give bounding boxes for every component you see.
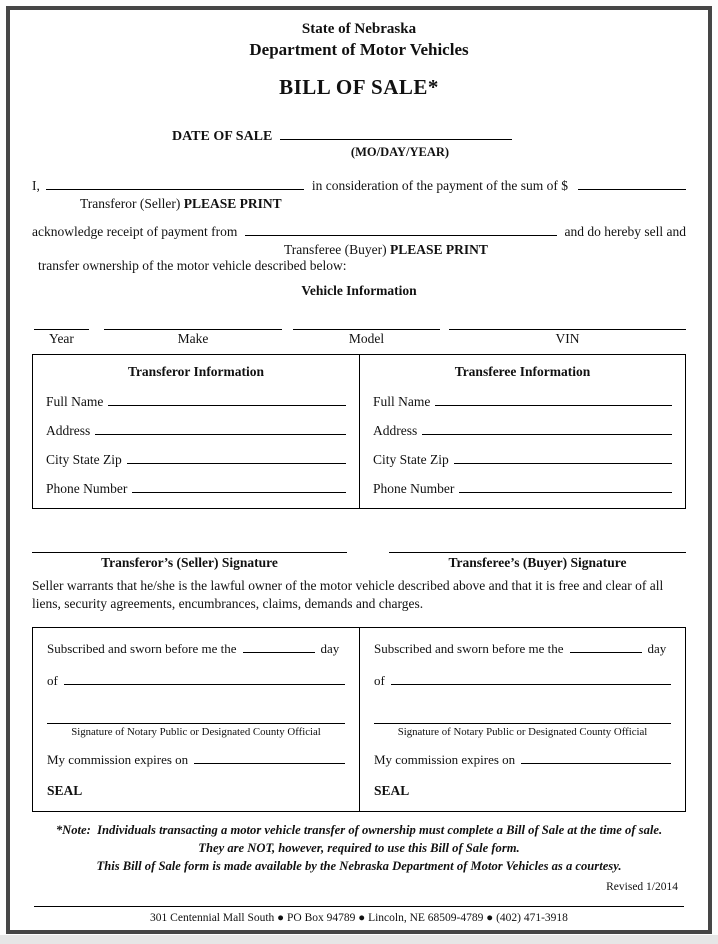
transferor-info-box <box>33 355 359 508</box>
date-hint-spacer <box>172 145 284 160</box>
date-format-hint: (MO/DAY/YEAR) <box>350 145 450 159</box>
transferor-fullname-label: Full Name <box>46 394 104 409</box>
hereby-text: and do hereby sell and <box>564 224 686 239</box>
transferor-address-field[interactable] <box>95 420 346 435</box>
sworn-month-field[interactable] <box>64 670 345 685</box>
department-name: Department of Motor Vehicles <box>249 39 469 59</box>
scan-bottom-edge <box>0 935 718 944</box>
seal-label: SEAL <box>47 782 83 798</box>
transferor-citystatezip-field[interactable] <box>127 449 346 464</box>
footnote-line-1: *Note: Individuals transacting a motor vehicle transfer of ownership must complete a Bill of Sale at the time of sale. <box>55 822 663 837</box>
transferor-phone-label: Phone Number <box>46 481 128 496</box>
vehicle-info-heading: Vehicle Information <box>301 283 417 298</box>
transferee-citystatezip-row <box>373 449 672 467</box>
vehicle-make-field <box>104 316 282 347</box>
transferor-name-field[interactable] <box>46 175 304 190</box>
transferee-citystatezip-field[interactable] <box>454 449 672 464</box>
transferee-phone-label: Phone Number <box>373 481 455 496</box>
bill-of-sale-form <box>6 6 712 934</box>
transferor-address-label: Address <box>46 423 91 438</box>
of-label: of <box>47 672 58 688</box>
transferor-fullname-field[interactable] <box>108 391 346 406</box>
vehicle-model-field <box>293 316 440 347</box>
transferee-signature-label: Transferee’s (Buyer) Signature <box>448 555 627 570</box>
vehicle-vin-input[interactable] <box>449 316 686 330</box>
transferee-signature-block <box>389 539 686 571</box>
i-prefix: I, <box>32 178 40 193</box>
date-of-sale-field[interactable] <box>280 125 512 140</box>
commission-expiry-field[interactable] <box>194 749 345 764</box>
transferor-signature-field[interactable] <box>32 539 347 553</box>
date-format-hint-row <box>32 145 686 160</box>
sum-amount-field[interactable] <box>578 175 686 190</box>
transferor-info-heading: Transferor Information <box>127 364 265 379</box>
vehicle-vin-field <box>449 316 686 347</box>
sworn-month-line <box>374 670 671 689</box>
commission-label: My commission expires on <box>374 751 516 767</box>
vehicle-fields-row <box>32 316 686 347</box>
transferor-citystatezip-row <box>46 449 346 467</box>
transferor-caption-bold: PLEASE PRINT <box>183 196 282 211</box>
notary-box-transferee <box>359 628 685 811</box>
commission-expiry-field[interactable] <box>521 749 671 764</box>
transferee-address-row <box>373 420 672 438</box>
transferee-info-box <box>359 355 685 508</box>
form-title: BILL OF SALE* <box>279 75 439 99</box>
transfer-ownership-text: transfer ownership of the motor vehicle described below: <box>38 258 347 273</box>
sworn-prefix: Subscribed and sworn before me the <box>47 640 237 656</box>
notary-signature-caption: Signature of Notary Public or Designated County Official <box>71 725 321 738</box>
vehicle-year-label: Year <box>49 331 74 346</box>
commission-line <box>47 749 345 768</box>
acknowledge-line <box>32 221 686 240</box>
sworn-prefix: Subscribed and sworn before me the <box>374 640 564 656</box>
consideration-line <box>32 175 686 194</box>
sworn-day-field[interactable] <box>243 638 315 653</box>
notary-signature-caption: Signature of Notary Public or Designated County Official <box>397 725 648 738</box>
transferor-signature-label: Transferor’s (Seller) Signature <box>101 555 278 570</box>
transferee-citystatezip-label: City State Zip <box>373 452 449 467</box>
transferor-citystatezip-label: City State Zip <box>46 452 122 467</box>
transferee-caption: Transferee (Buyer) <box>284 242 387 257</box>
transferee-signature-field[interactable] <box>389 539 686 553</box>
transferee-fullname-field[interactable] <box>435 391 672 406</box>
commission-line <box>374 749 671 768</box>
transferee-phone-row <box>373 478 672 496</box>
transferor-caption: Transferor (Seller) <box>80 196 181 211</box>
transferee-fullname-label: Full Name <box>373 394 431 409</box>
acknowledge-text: acknowledge receipt of payment from <box>32 224 238 239</box>
commission-label: My commission expires on <box>47 751 189 767</box>
transferee-info-heading: Transferee Information <box>454 364 591 379</box>
sworn-month-field[interactable] <box>391 670 671 685</box>
date-of-sale-row <box>32 125 686 145</box>
notary-signature-field[interactable] <box>47 710 345 724</box>
footer-divider <box>34 906 684 907</box>
transferee-address-label: Address <box>373 423 418 438</box>
notary-signature-field[interactable] <box>374 710 671 724</box>
of-label: of <box>374 672 385 688</box>
transferor-print-caption <box>80 196 686 212</box>
footer-address: 301 Centennial Mall South ● PO Box 94789 ● Lincoln, NE 68509-4789 ● (402) 471-3918 <box>150 911 568 924</box>
transferee-address-field[interactable] <box>422 420 672 435</box>
vehicle-year-field <box>34 316 89 347</box>
footnote-line-3: This Bill of Sale form is made available by the Nebraska Department of Motor Vehicles as a courtesy. <box>96 858 622 873</box>
transferee-fullname-row <box>373 391 672 409</box>
transferor-fullname-row <box>46 391 346 409</box>
transferee-print-caption <box>284 242 686 258</box>
transferee-name-field[interactable] <box>245 221 556 236</box>
transferor-phone-field[interactable] <box>132 478 346 493</box>
sworn-day-suffix: day <box>320 640 340 656</box>
notary-table <box>32 627 686 812</box>
vehicle-make-input[interactable] <box>104 316 282 330</box>
vehicle-make-label: Make <box>177 331 209 346</box>
vehicle-model-input[interactable] <box>293 316 440 330</box>
vehicle-year-input[interactable] <box>34 316 89 330</box>
transferee-caption-bold: PLEASE PRINT <box>389 242 488 257</box>
transferor-address-row <box>46 420 346 438</box>
sworn-day-field[interactable] <box>570 638 642 653</box>
state-name: State of Nebraska <box>301 21 417 37</box>
seal-label: SEAL <box>374 782 410 798</box>
vehicle-vin-label: VIN <box>555 331 580 346</box>
sworn-line <box>47 638 345 657</box>
seller-warranty-text: Seller warrants that he/she is the lawful owner of the motor vehicle described above and that it is free and clear of all liens, security agreements, encumbrances, claims, demands and charges. <box>32 578 664 612</box>
parties-info-table <box>32 354 686 509</box>
transferee-phone-field[interactable] <box>459 478 672 493</box>
footnote-line-2: They are NOT, however, required to use this Bill of Sale form. <box>198 840 520 855</box>
transferor-signature-block <box>32 539 347 571</box>
footnote-block <box>32 822 686 876</box>
vehicle-model-label: Model <box>348 331 385 346</box>
sworn-line <box>374 638 671 657</box>
date-of-sale-label: DATE OF SALE <box>172 129 273 144</box>
sworn-day-suffix: day <box>647 640 667 656</box>
notary-box-transferor <box>33 628 359 811</box>
transferor-phone-row <box>46 478 346 496</box>
revision-date: Revised 1/2014 <box>606 880 678 893</box>
sworn-month-line <box>47 670 345 689</box>
consideration-text: in consideration of the payment of the sum of $ <box>311 178 568 193</box>
signatures-row <box>32 539 686 571</box>
